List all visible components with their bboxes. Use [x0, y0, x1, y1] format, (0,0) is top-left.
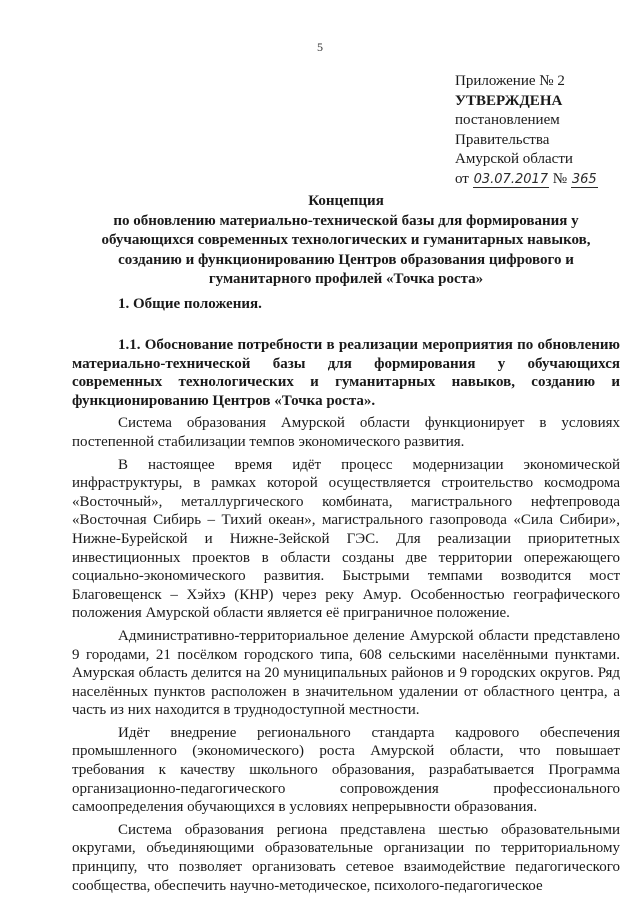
- title-line-5: гуманитарного профилей «Точка роста»: [208, 271, 484, 287]
- document-title: [72, 192, 620, 290]
- approval-block: [455, 72, 625, 189]
- approval-date-handwritten: 03.07.2017: [473, 171, 549, 187]
- title-line-4: созданию и функционированию Центров образования цифрового и: [118, 251, 574, 268]
- body-text: [72, 336, 620, 899]
- paragraph-economy: Система образования Амурской области функционирует в условиях постепенной стабилизации темпов экономического развития.: [72, 415, 620, 450]
- paragraph-1-1: 1.1. Обоснование потребности в реализации мероприятия по обновлению материально-технической базы для формирования у обучающихся современных технологических и гуманитарных навыков, созданию и функционированию Центров «Точка роста».: [72, 337, 620, 409]
- approval-region: Амурской области: [455, 151, 573, 167]
- approval-date-line: [455, 170, 625, 190]
- title-line-1: Концепция: [308, 193, 384, 209]
- title-line-3: обучающихся современных технологических и гуманитарных навыков,: [101, 232, 591, 248]
- paragraph-standard: Идёт внедрение регионального стандарта кадрового обеспечения промышленного (экономического) роста Амурской области, что повышает требования к качеству школьного образования, разрабатывается Программа организационно-педагогического сопровождения профессионального самоопределения обучающихся в условиях непрерывности образования.: [72, 724, 620, 816]
- approval-approved: УТВЕРЖДЕНА: [455, 92, 563, 109]
- approval-resolution: постановлением: [455, 112, 560, 128]
- title-line-2: по обновлению материально-технической базы для формирования у: [113, 212, 579, 229]
- section-heading: 1. Общие положения.: [118, 296, 262, 312]
- paragraph-infrastructure: В настоящее время идёт процесс модернизации экономической инфраструктуры, в рамках которой осуществляется строительство космодрома «Восточный», металлургического комбината, магистрального нефтепровода «Восточная Сибирь – Тихий океан», магистрального газопровода «Сила Сибири», Нижне-Бурейской и Нижне-Зейской ГЭС. Для реализации приоритетных инвестиционных проектов в области созданы две территории опережающего социально-экономического развития. Быстрыми темпами возводится мост Благовещенск – Хэйхэ (КНР) через реку Амур. Особенностью географического положения Амурской области является её приграничное положение.: [72, 456, 620, 622]
- approval-date-prefix: от: [455, 170, 469, 187]
- paragraph-territory: Административно-территориальное деление Амурской области представлено 9 городами, 21 посёлком городского типа, 608 сельскими населёнными пунктами. Амурская область делится на 20 муниципальных районов и 9 городских округов. Ряд населённых пунктов расположен в значительном удалении от областного центра, а часть из них находится в труднодоступной местности.: [72, 627, 620, 719]
- approval-government: Правительства: [455, 131, 550, 148]
- page-number: 5: [317, 40, 323, 54]
- approval-number-handwritten: 365: [571, 171, 597, 187]
- approval-appendix: Приложение № 2: [455, 73, 565, 89]
- paragraph-districts: Система образования региона представлена шестью образовательными округами, объединяющими образовательные организации по территориальному принципу, что позволяет организовать сетевое взаимодействие педагогического сообщества, обеспечить научно-методическое, психолого-педагогическое: [72, 821, 620, 894]
- approval-number-prefix: №: [552, 170, 568, 187]
